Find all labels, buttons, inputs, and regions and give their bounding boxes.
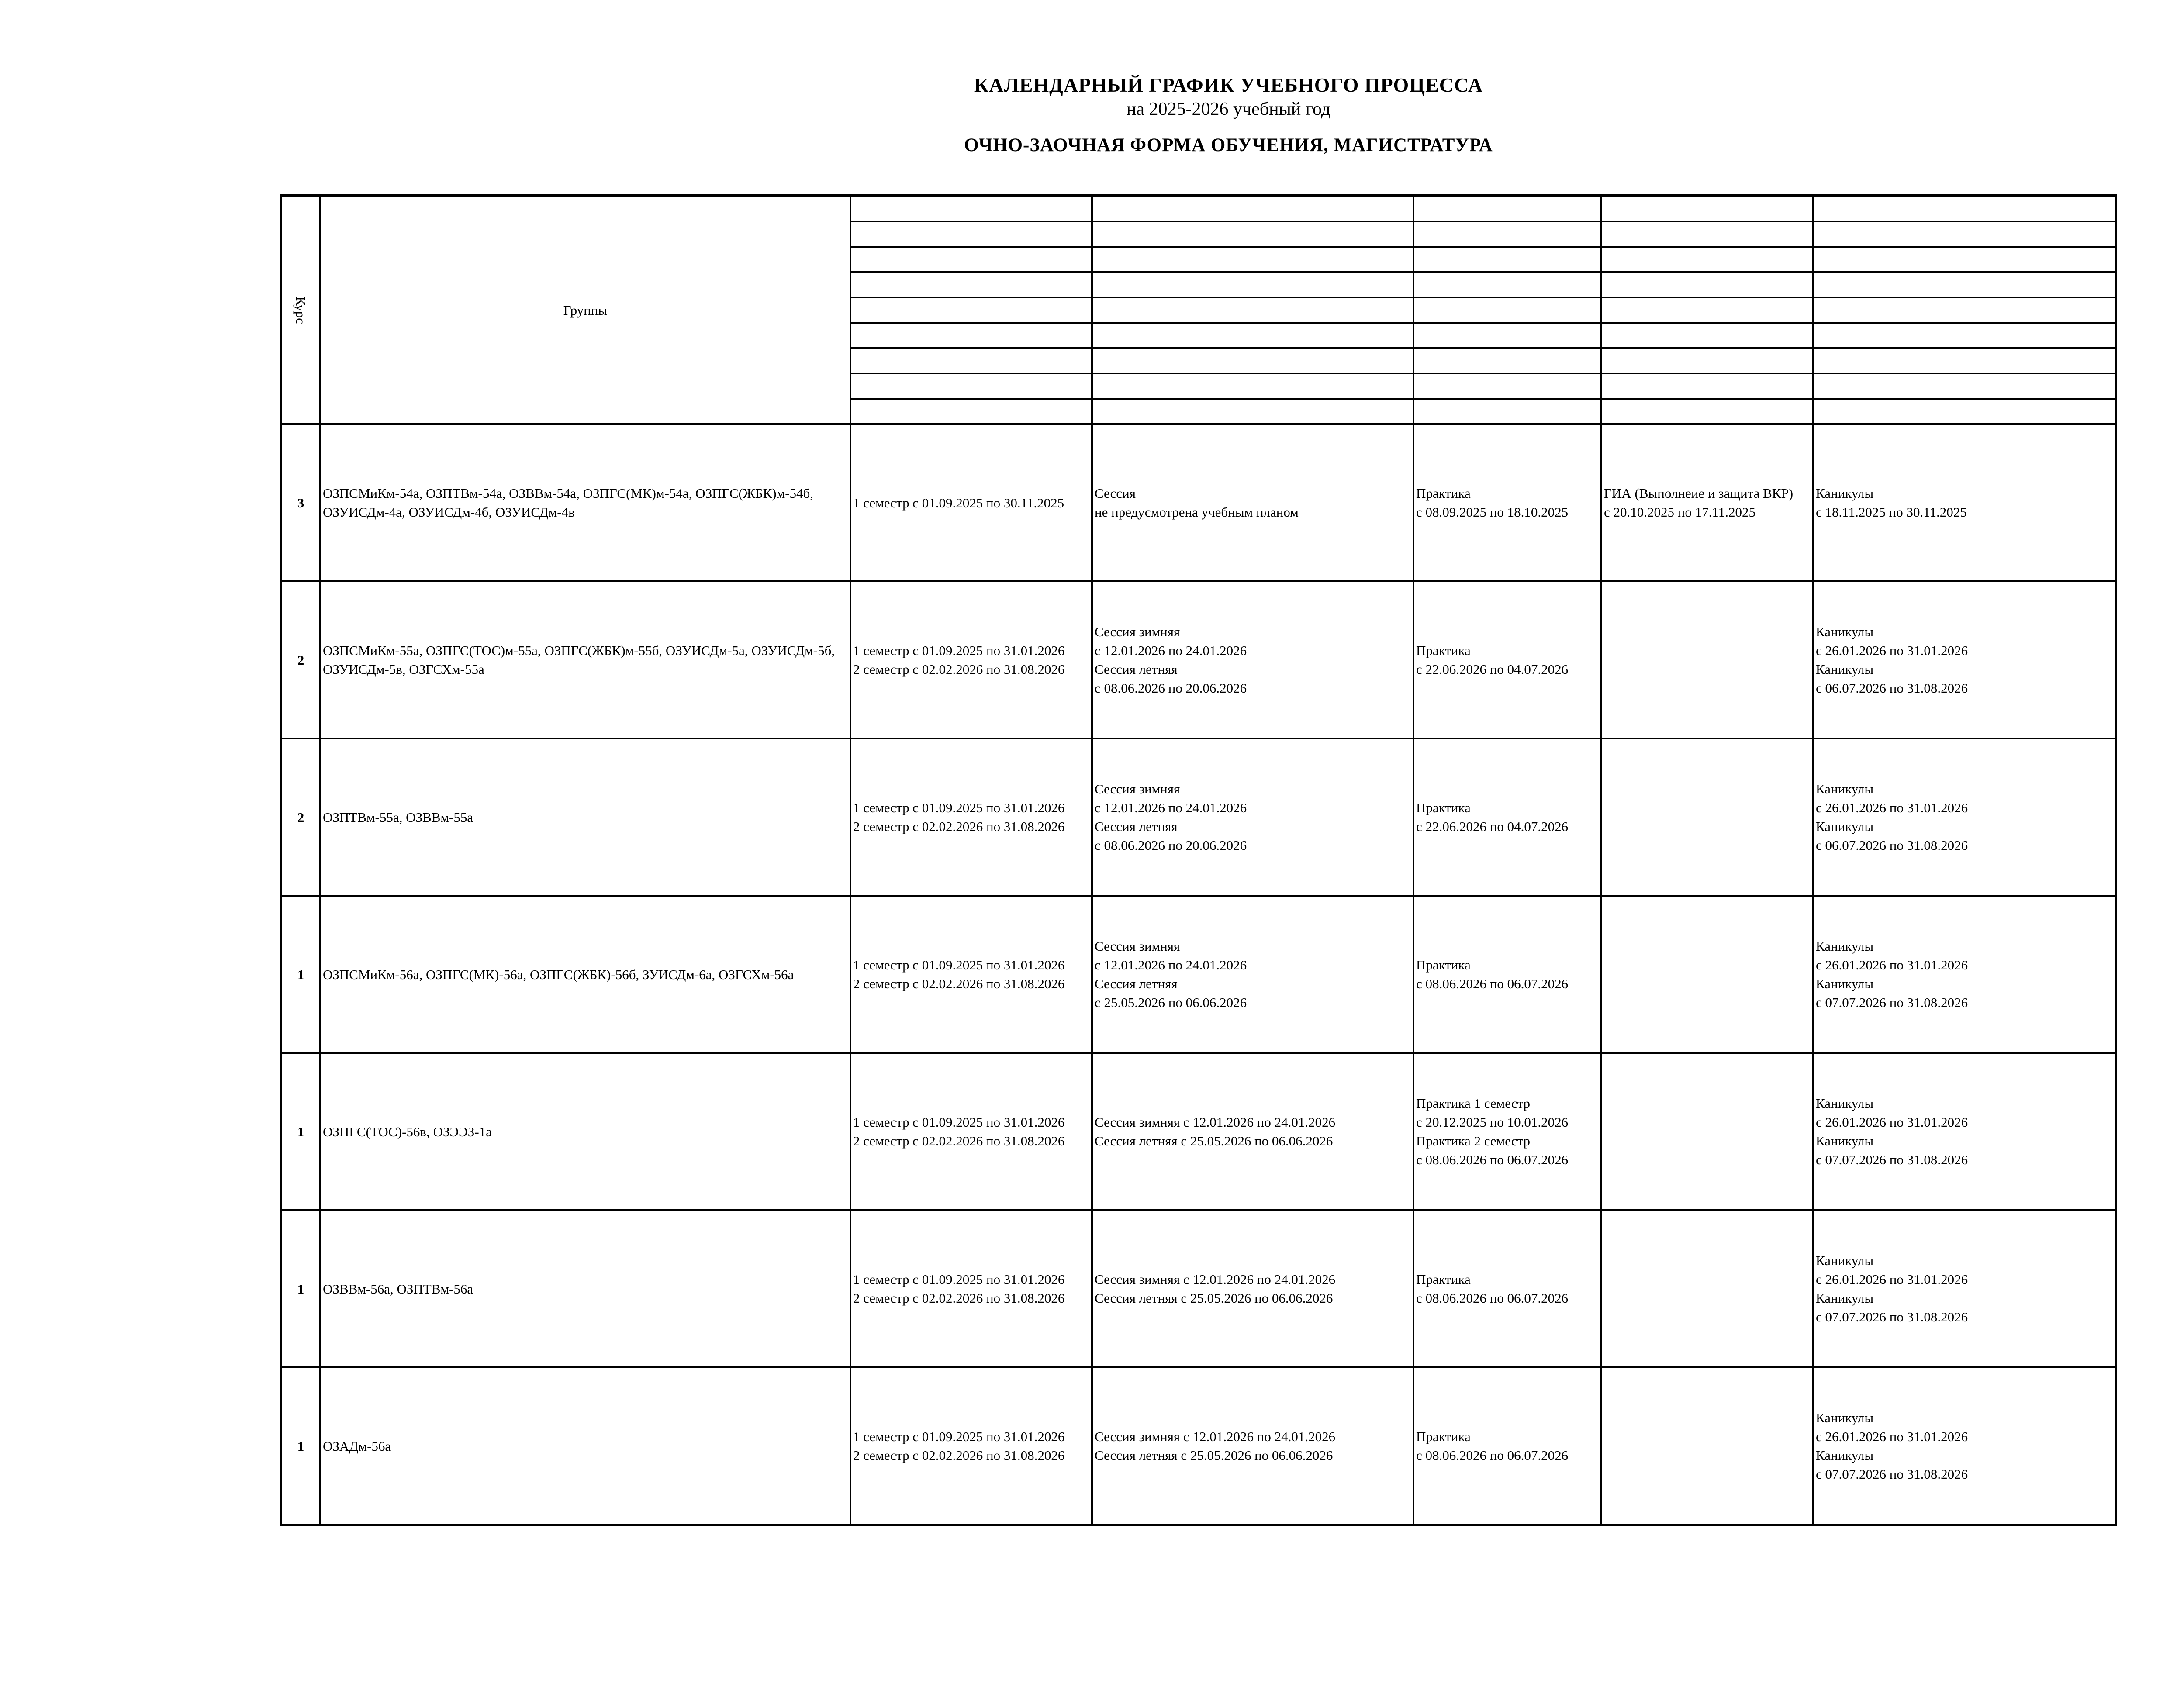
practice-cell [1413,1210,1601,1367]
holidays-cell-line: Каникулы [1816,1253,1874,1268]
header-empty-cell [1092,247,1413,272]
header-empty-cell [1092,272,1413,297]
header-empty-cell [1601,399,1813,424]
holidays-cell-line: Каникулы [1816,1410,1874,1425]
gia-cell [1601,1053,1813,1210]
sessions-cell-line: Сессия зимняя с 12.01.2026 по 24.01.2026 [1095,1272,1336,1287]
header-empty-cell [1413,196,1601,221]
header-empty-cell [1601,348,1813,373]
holidays-cell-line: с 07.07.2026 по 31.08.2026 [1816,995,1968,1010]
course-cell: 3 [281,424,320,581]
sessions-cell [1092,581,1413,738]
header-empty-cell [1413,373,1601,399]
sessions-cell-line: с 08.06.2026 по 20.06.2026 [1095,838,1247,853]
practice-cell-line: Практика 2 семестр [1416,1133,1531,1149]
header-empty-cell [1601,221,1813,247]
practice-cell [1413,581,1601,738]
holidays-cell-line: с 26.01.2026 по 31.01.2026 [1816,957,1968,973]
holidays-cell-line: с 07.07.2026 по 31.08.2026 [1816,1466,1968,1482]
semesters-cell [850,896,1092,1053]
semesters-cell [850,1210,1092,1367]
gia-cell-line: ГИА (Выполнеие и защита ВКР) [1604,486,1794,501]
holidays-cell-line: с 06.07.2026 по 31.08.2026 [1816,838,1968,853]
sessions-cell-line: Сессия [1095,486,1136,501]
course-cell: 1 [281,1210,320,1367]
header-empty-cell [1813,323,2116,348]
semesters-cell-line: 1 семестр с 01.09.2025 по 31.01.2026 [853,957,1065,973]
header-empty-cell [1413,323,1601,348]
groups-cell: ОЗПТВм-55а, ОЗВВм-55а [320,738,850,896]
header-empty-cell [1601,323,1813,348]
practice-cell-line: с 08.09.2025 по 18.10.2025 [1416,504,1569,520]
sessions-cell-line: с 08.06.2026 по 20.06.2026 [1095,680,1247,696]
holidays-cell-line: с 26.01.2026 по 31.01.2026 [1816,643,1968,658]
table-row [281,896,2116,1053]
groups-cell: ОЗАДм-56а [320,1367,850,1525]
semesters-cell-line: 2 семестр с 02.02.2026 по 31.08.2026 [853,662,1065,677]
table-row [281,1053,2116,1210]
header-empty-cell [1601,373,1813,399]
header-empty-cell [1601,196,1813,221]
groups-column-header: Группы [320,196,850,424]
holidays-cell [1813,738,2116,896]
holidays-cell [1813,1367,2116,1525]
practice-cell-line: с 22.06.2026 по 04.07.2026 [1416,819,1569,834]
holidays-cell-line: с 07.07.2026 по 31.08.2026 [1816,1309,1968,1325]
sessions-cell-line: с 12.01.2026 по 24.01.2026 [1095,643,1247,658]
semesters-cell-line: 2 семестр с 02.02.2026 по 31.08.2026 [853,1290,1065,1306]
sessions-cell-line: Сессия летняя [1095,819,1178,834]
header-empty-cell [1092,196,1413,221]
course-cell: 1 [281,1367,320,1525]
sessions-cell [1092,1210,1413,1367]
groups-cell: ОЗВВм-56а, ОЗПТВм-56а [320,1210,850,1367]
course-cell: 2 [281,738,320,896]
sessions-cell-line: с 12.01.2026 по 24.01.2026 [1095,800,1247,815]
header-empty-cell [1601,272,1813,297]
holidays-cell-line: Каникулы [1816,662,1874,677]
header-empty-cell [1092,373,1413,399]
sessions-cell-line: Сессия летняя [1095,662,1178,677]
gia-cell-line: с 20.10.2025 по 17.11.2025 [1604,504,1755,520]
table-row [281,1210,2116,1367]
header-empty-cell [1413,297,1601,323]
holidays-cell-line: с 26.01.2026 по 31.01.2026 [1816,1429,1968,1444]
header-empty-cell [850,221,1092,247]
header-empty-cell [1092,348,1413,373]
sessions-cell [1092,1367,1413,1525]
semesters-cell-line: 2 семестр с 02.02.2026 по 31.08.2026 [853,976,1065,991]
holidays-cell [1813,896,2116,1053]
holidays-cell-line: Каникулы [1816,976,1874,991]
course-column-header [281,196,320,424]
semesters-cell [850,581,1092,738]
practice-cell-line: с 22.06.2026 по 04.07.2026 [1416,662,1569,677]
header-empty-cell [850,373,1092,399]
semesters-cell [850,1367,1092,1525]
sessions-cell-line: Сессия летняя [1095,976,1178,991]
sessions-cell-line: Сессия летняя с 25.05.2026 по 06.06.2026 [1095,1290,1333,1306]
sessions-cell-line: Сессия летняя с 25.05.2026 по 06.06.2026 [1095,1448,1333,1463]
groups-cell: ОЗПСМиКм-56а, ОЗПГС(МК)-56а, ОЗПГС(ЖБК)-56б, ЗУИСДм-6а, ОЗГСХм-56а [320,896,850,1053]
holidays-cell-line: Каникулы [1816,1096,1874,1111]
header-empty-cell [1413,272,1601,297]
header-empty-cell [1413,247,1601,272]
practice-cell [1413,1367,1601,1525]
gia-cell [1601,1367,1813,1525]
header-empty-cell [1092,323,1413,348]
practice-cell-line: Практика [1416,643,1471,658]
sessions-cell-line: Сессия зимняя [1095,624,1180,639]
holidays-cell [1813,424,2116,581]
semesters-cell [850,1053,1092,1210]
practice-cell-line: Практика [1416,800,1471,815]
practice-cell-line: Практика 1 семестр [1416,1096,1531,1111]
holidays-cell [1813,581,2116,738]
sessions-cell-line: Сессия зимняя с 12.01.2026 по 24.01.2026 [1095,1429,1336,1444]
semesters-cell-line: 2 семестр с 02.02.2026 по 31.08.2026 [853,1133,1065,1149]
course-cell: 1 [281,896,320,1053]
groups-cell: ОЗПСМиКм-54а, ОЗПТВм-54а, ОЗВВм-54а, ОЗПГС(МК)м-54а, ОЗПГС(ЖБК)м-54б, ОЗУИСДм-4а, ОЗУИСДм-4б, ОЗУИСДм-4в [320,424,850,581]
sessions-cell [1092,424,1413,581]
table-row [281,738,2116,896]
header-empty-cell [850,323,1092,348]
sessions-cell [1092,896,1413,1053]
semesters-cell-line: 1 семестр с 01.09.2025 по 31.01.2026 [853,1429,1065,1444]
header-empty-cell [1413,221,1601,247]
gia-cell [1601,1210,1813,1367]
gia-cell [1601,896,1813,1053]
semesters-cell-line: 1 семестр с 01.09.2025 по 31.01.2026 [853,800,1065,815]
course-cell: 2 [281,581,320,738]
header-empty-cell [1813,399,2116,424]
header-empty-cell [850,399,1092,424]
semesters-cell-line: 1 семестр с 01.09.2025 по 31.01.2026 [853,1114,1065,1130]
header-empty-cell [850,247,1092,272]
header-empty-cell [1813,247,2116,272]
semesters-cell [850,424,1092,581]
holidays-cell-line: Каникулы [1816,486,1874,501]
header-empty-cell [1601,297,1813,323]
schedule-table [280,194,2117,1526]
sessions-cell-line: Сессия зимняя с 12.01.2026 по 24.01.2026 [1095,1114,1336,1130]
holidays-cell-line: Каникулы [1816,1448,1874,1463]
practice-cell [1413,738,1601,896]
semesters-cell-line: 1 семестр с 01.09.2025 по 30.11.2025 [853,495,1064,511]
holidays-cell [1813,1053,2116,1210]
table-row [281,1367,2116,1525]
sessions-cell [1092,1053,1413,1210]
page-title: КАЛЕНДАРНЫЙ ГРАФИК УЧЕБНОГО ПРОЦЕССА [974,74,1483,96]
table-row [281,424,2116,581]
practice-cell-line: Практика [1416,1272,1471,1287]
holidays-cell-line: с 18.11.2025 по 30.11.2025 [1816,504,1967,520]
holidays-cell-line: Каникулы [1816,624,1874,639]
holidays-cell-line: с 06.07.2026 по 31.08.2026 [1816,680,1968,696]
header-empty-cell [850,196,1092,221]
holidays-cell-line: Каникулы [1816,819,1874,834]
practice-cell-line: с 08.06.2026 по 06.07.2026 [1416,1290,1569,1306]
holidays-cell-line: Каникулы [1816,1133,1874,1149]
holidays-cell-line: с 26.01.2026 по 31.01.2026 [1816,1114,1968,1130]
sessions-cell-line: не предусмотрена учебным планом [1095,504,1299,520]
sessions-cell-line: Сессия зимняя [1095,781,1180,797]
holidays-cell-line: с 26.01.2026 по 31.01.2026 [1816,1272,1968,1287]
holidays-cell-line: Каникулы [1816,938,1874,954]
academic-year-subtitle: на 2025-2026 учебный год [1126,99,1331,119]
header-empty-cell [1601,247,1813,272]
header-empty-cell [1413,348,1601,373]
practice-cell-line: Практика [1416,957,1471,973]
groups-cell: ОЗПГС(ТОС)-56в, ОЗЭЭЗ-1а [320,1053,850,1210]
table-row [281,581,2116,738]
study-form-heading: ОЧНО-ЗАОЧНАЯ ФОРМА ОБУЧЕНИЯ, МАГИСТРАТУРА [964,135,1493,155]
header-empty-cell [1813,272,2116,297]
header-empty-cell [1092,297,1413,323]
header-empty-cell [850,297,1092,323]
practice-cell-line: с 08.06.2026 по 06.07.2026 [1416,976,1569,991]
sessions-cell-line: с 12.01.2026 по 24.01.2026 [1095,957,1247,973]
header-empty-cell [1092,399,1413,424]
sessions-cell-line: Сессия зимняя [1095,938,1180,954]
holidays-cell-line: Каникулы [1816,1290,1874,1306]
semesters-cell-line: 2 семестр с 02.02.2026 по 31.08.2026 [853,819,1065,834]
header-empty-cell [850,348,1092,373]
semesters-cell-line: 1 семестр с 01.09.2025 по 31.01.2026 [853,1272,1065,1287]
practice-cell-line: Практика [1416,1429,1471,1444]
holidays-cell-line: Каникулы [1816,781,1874,797]
header-empty-cell [850,272,1092,297]
header-empty-cell [1092,221,1413,247]
practice-cell [1413,424,1601,581]
holidays-cell-line: с 07.07.2026 по 31.08.2026 [1816,1152,1968,1167]
course-header-label: Курс [293,296,308,324]
holidays-cell-line: с 26.01.2026 по 31.01.2026 [1816,800,1968,815]
sessions-cell-line: с 25.05.2026 по 06.06.2026 [1095,995,1247,1010]
header-empty-cell [1813,348,2116,373]
holidays-cell [1813,1210,2116,1367]
sessions-cell-line: Сессия летняя с 25.05.2026 по 06.06.2026 [1095,1133,1333,1149]
practice-cell [1413,1053,1601,1210]
header-empty-cell [1813,221,2116,247]
practice-cell-line: с 20.12.2025 по 10.01.2026 [1416,1114,1569,1130]
practice-cell-line: Практика [1416,486,1471,501]
groups-cell: ОЗПСМиКм-55а, ОЗПГС(ТОС)м-55а, ОЗПГС(ЖБК)м-55б, ОЗУИСДм-5а, ОЗУИСДм-5б, ОЗУИСДм-5в, ОЗГСХм-55а [320,581,850,738]
semesters-cell-line: 2 семестр с 02.02.2026 по 31.08.2026 [853,1448,1065,1463]
sessions-cell [1092,738,1413,896]
practice-cell [1413,896,1601,1053]
gia-cell [1601,738,1813,896]
header-row [281,196,2116,221]
semesters-cell [850,738,1092,896]
course-cell: 1 [281,1053,320,1210]
practice-cell-line: с 08.06.2026 по 06.07.2026 [1416,1152,1569,1167]
header-empty-cell [1813,373,2116,399]
semesters-cell-line: 1 семестр с 01.09.2025 по 31.01.2026 [853,643,1065,658]
practice-cell-line: с 08.06.2026 по 06.07.2026 [1416,1448,1569,1463]
gia-cell [1601,424,1813,581]
gia-cell [1601,581,1813,738]
header-empty-cell [1813,196,2116,221]
header-empty-cell [1813,297,2116,323]
header-empty-cell [1413,399,1601,424]
